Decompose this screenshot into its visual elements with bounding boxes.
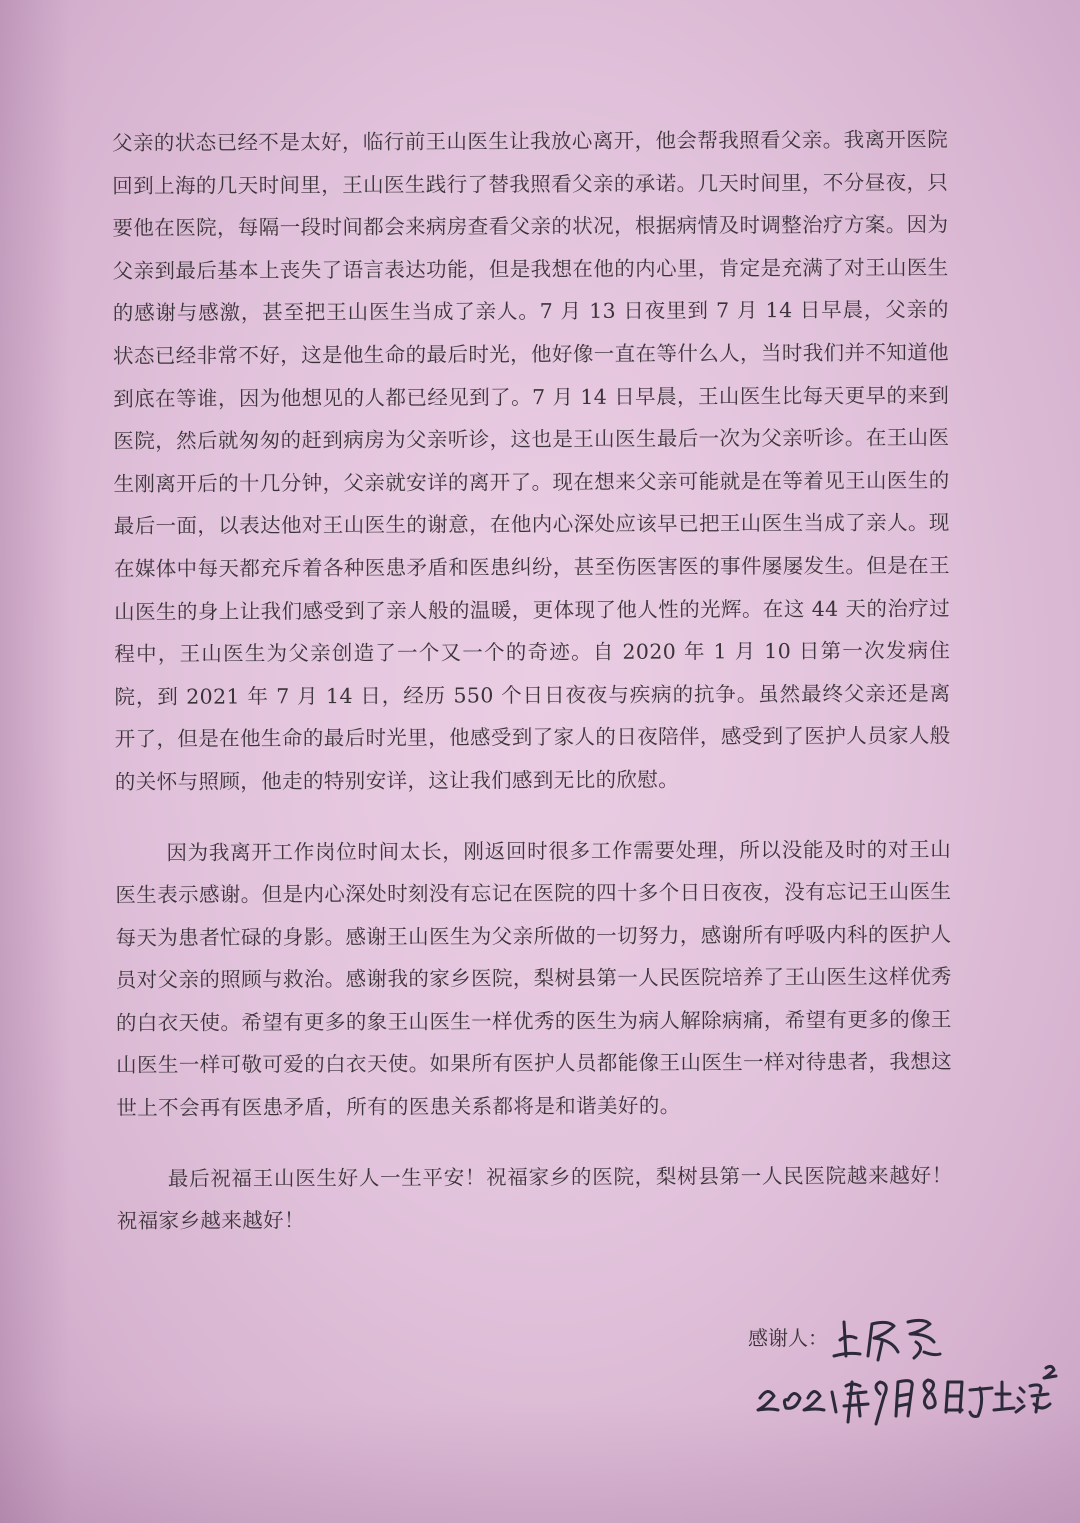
signature-date-9 xyxy=(876,1382,886,1424)
signature-date-month-char xyxy=(896,1381,912,1416)
signature-date-2b xyxy=(804,1391,824,1410)
letter-paragraph-3: 最后祝福王山医生好人一生平安！祝福家乡的医院，梨树县第一人民医院越来越好！祝福家乡越来越好！ xyxy=(116,1162,953,1234)
signature-date-superscript xyxy=(1044,1366,1056,1378)
signature-date-8 xyxy=(924,1380,935,1408)
signature-date-1 xyxy=(832,1392,836,1412)
signature-date-0 xyxy=(784,1393,800,1408)
letter-body xyxy=(112,118,953,1242)
letter-paragraph-1: 父亲的状态已经不是太好，临行前王山医生让我放心离开，他会帮我照看父亲。我离开医院回到上海的几天时间里，王山医生践行了替我照看父亲的承诺。几天时间里，不分昼夜，只要他在医院，每隔一段时间都会来病房查看父亲的状况，根据病情及时调整治疗方案。因为父亲到最后基本上丧失了语言表达功能，但是我想在他的内心里，肯定是充满了对王山医生的感谢与感激，甚至把王山医生当成了亲人。7 月 13 日夜里到 7 月 14 日早晨，父亲的状态已经非常不好，这是他生命的最后时光，他好像一直在等什么人，当时我们并不知道他到底在等谁，因为他想见的人都已经见到了。7 月 14 日早晨，王山医生比每天更早的来到医院，然后就匆匆的赶到病房为父亲听诊，这也是王山医生最后一次为父亲听诊。在王山医生刚离开后的十几分钟，父亲就安详的离开了。现在想来父亲可能就是在等着见王山医生的最后一面，以表达他对王山医生的谢意，在他内心深处应该早已把王山医生当成了亲人。现在媒体中每天都充斥着各种医患矛盾和医患纠纷，甚至伤医害医的事件屡屡发生。但是在王山医生的身上让我们感受到了亲人般的温暖，更体现了他人性的光辉。在这 44 天的治疗过程中，王山医生为父亲创造了一个又一个的奇迹。自 2020 年 1 月 10 日第一次发病住院，到 2021 年 7 月 14 日，经历 550 个日日夜夜与疾病的抗争。虽然最终父亲还是离开了，但是在他生命的最后时光里，他感受到了家人的日夜陪伴，感受到了医护人员家人般的关怀与照顾，他走的特别安详，这让我们感到无比的欣慰。 xyxy=(112,127,951,794)
signature-date-year-char xyxy=(844,1382,868,1422)
signature-name-stroke-1 xyxy=(834,1322,860,1356)
signature-name-stroke-2 xyxy=(868,1322,898,1360)
signature-date-day-char xyxy=(946,1382,962,1412)
signature-block xyxy=(748,1312,1068,1432)
signature-name-stroke-3 xyxy=(908,1320,940,1358)
thanks-label: 感谢人： xyxy=(748,1326,828,1350)
handwritten-signature xyxy=(748,1312,1068,1432)
letter-paragraph-2: 因为我离开工作岗位时间太长，刚返回时很多工作需要处理，所以没能及时的对王山医生表示感谢。但是内心深处时刻没有忘记在医院的四十多个日日夜夜，没有忘记王山医生每天为患者忙碌的身影。感谢王山医生为父亲所做的一切努力，感谢所有呼吸内科的医护人员对父亲的照顾与救治。感谢我的家乡医院，梨树县第一人民医院培养了王山医生这样优秀的白衣天使。希望有更多的象王山医生一样优秀的医生为病人解除病痛，希望有更多的像王山医生一样可敬可爱的白衣天使。如果所有医护人员都能像王山医生一样对待患者，我想这世上不会再有医患矛盾，所有的医患关系都将是和谐美好的。 xyxy=(115,836,953,1121)
signature-date-hai-char xyxy=(1016,1385,1050,1412)
signature-date-shang-char xyxy=(994,1382,1014,1410)
paper-shadow-left xyxy=(0,0,70,1523)
signature-date-2a xyxy=(758,1391,778,1410)
signature-date-yu-char xyxy=(970,1388,992,1417)
